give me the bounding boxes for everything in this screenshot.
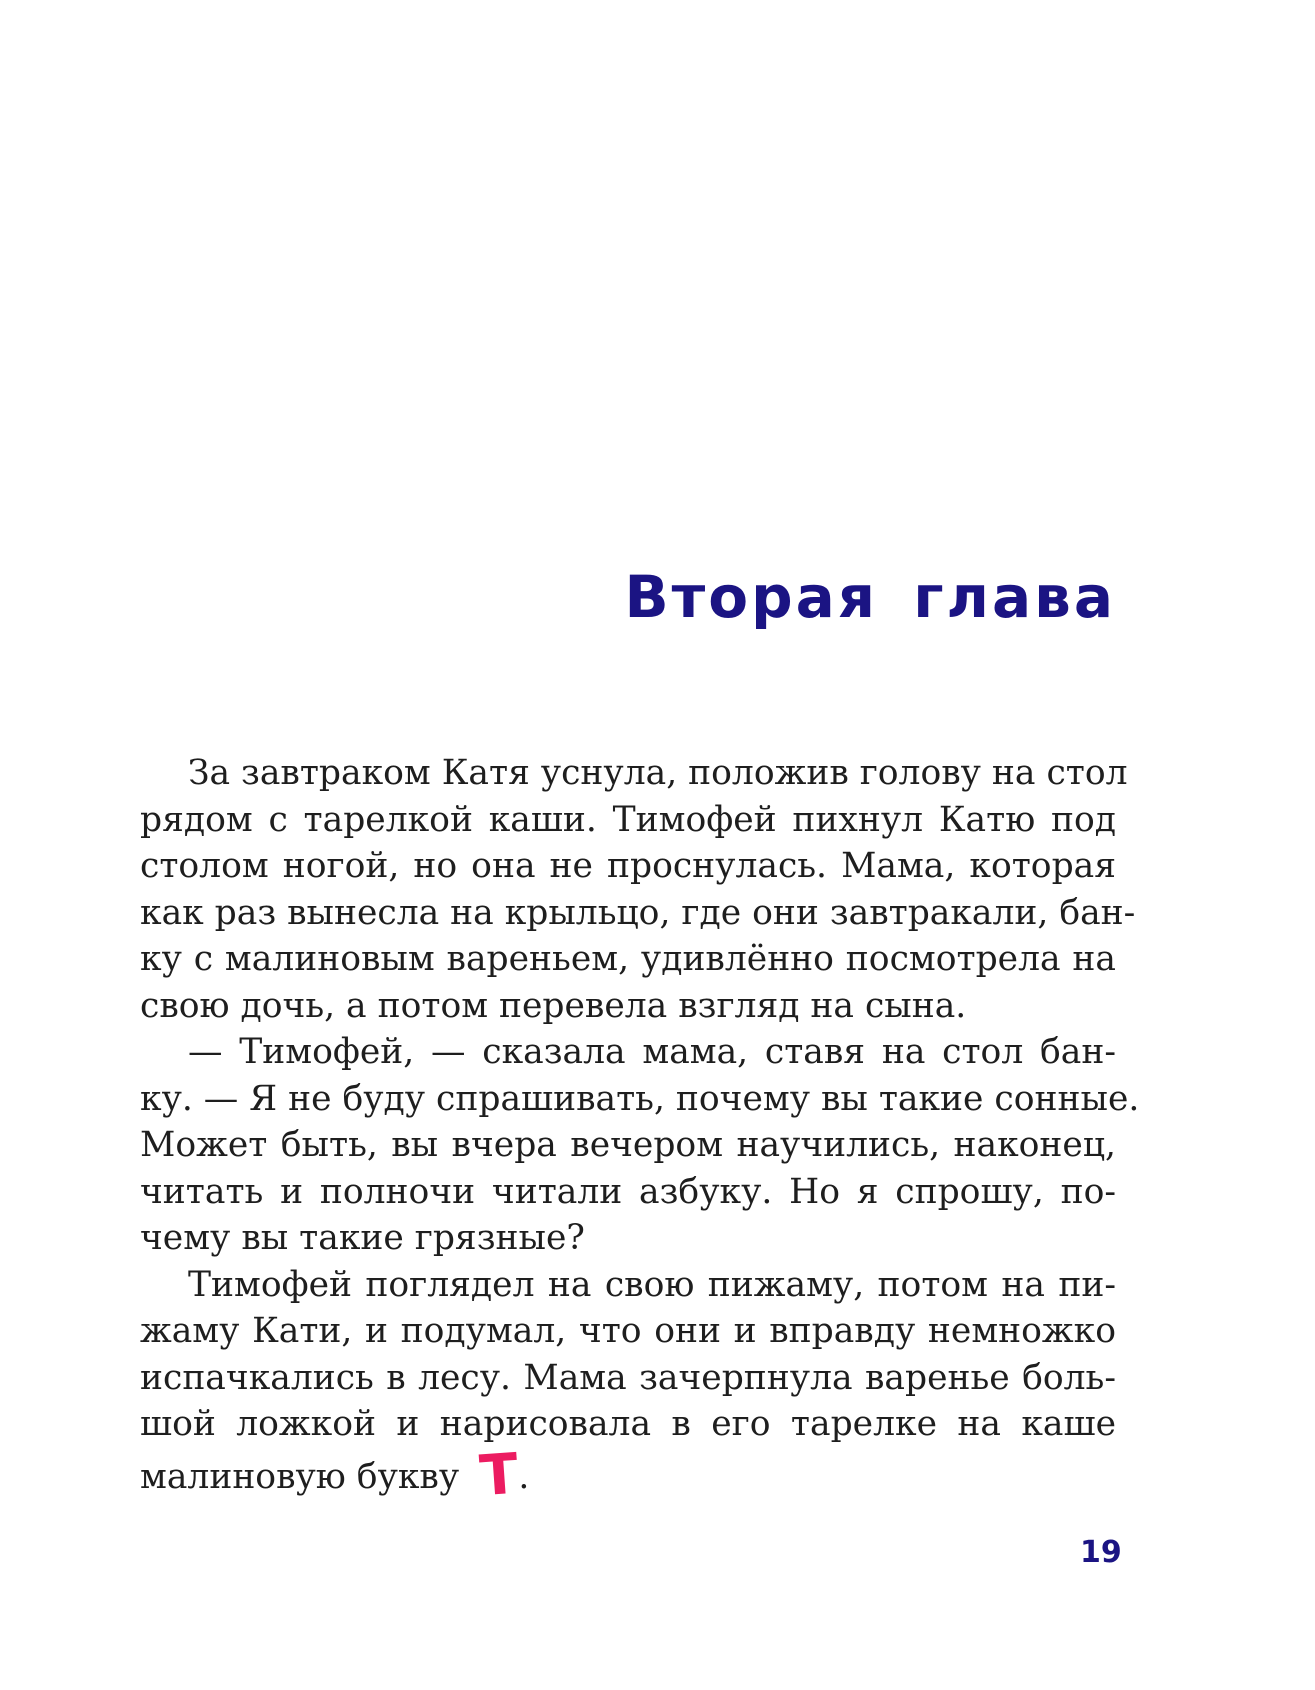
- text-line: Тимофей поглядел на свою пижаму, потом на пи-: [188, 1264, 1116, 1305]
- text-line: — Тимофей, — сказала мама, ставя на стол бан-: [188, 1032, 1116, 1072]
- text-line: За завтраком Катя уснула, положив голову на стол: [188, 753, 1128, 793]
- text-line: рядом с тарелкой каши. Тимофей пихнул Катю под: [140, 799, 1116, 840]
- text-line: ку с малиновым вареньем, удивлённо посмотрела на: [140, 939, 1116, 979]
- text-line: читать и полночи читали азбуку. Но я спрошу, по-: [140, 1171, 1116, 1212]
- text-line: жаму Кати, и подумал, что они и вправду немножко: [140, 1311, 1116, 1351]
- final-line: [140, 1441, 1116, 1509]
- text-line: как раз вынесла на крыльцо, где они завтракали, бан-: [140, 892, 1136, 933]
- text-lines: [140, 750, 1140, 1448]
- text-line: испачкались в лесу. Мама зачерпнула варенье боль-: [140, 1357, 1116, 1398]
- text-line: шой ложкой и нарисовала в его тарелке на каше: [140, 1404, 1116, 1444]
- text-line: Может быть, вы вчера вечером научились, наконец,: [140, 1125, 1116, 1165]
- text-line: свою дочь, а потом перевела взгляд на сына.: [140, 985, 967, 1026]
- text-line: ку. — Я не буду спрашивать, почему вы такие сонные.: [140, 1078, 1140, 1119]
- text-line: столом ногой, но она не проснулась. Мама, которая: [140, 846, 1116, 886]
- chapter-title: Вторая глава: [624, 563, 1116, 631]
- text-line: чему вы такие грязные?: [140, 1218, 585, 1258]
- malinovaya-letter-t: Т: [477, 1441, 521, 1509]
- page-number: 19: [1080, 1535, 1122, 1570]
- final-line-end: .: [518, 1456, 530, 1497]
- final-line-text: малиновую букву: [140, 1456, 460, 1497]
- body-text: [140, 750, 1140, 1509]
